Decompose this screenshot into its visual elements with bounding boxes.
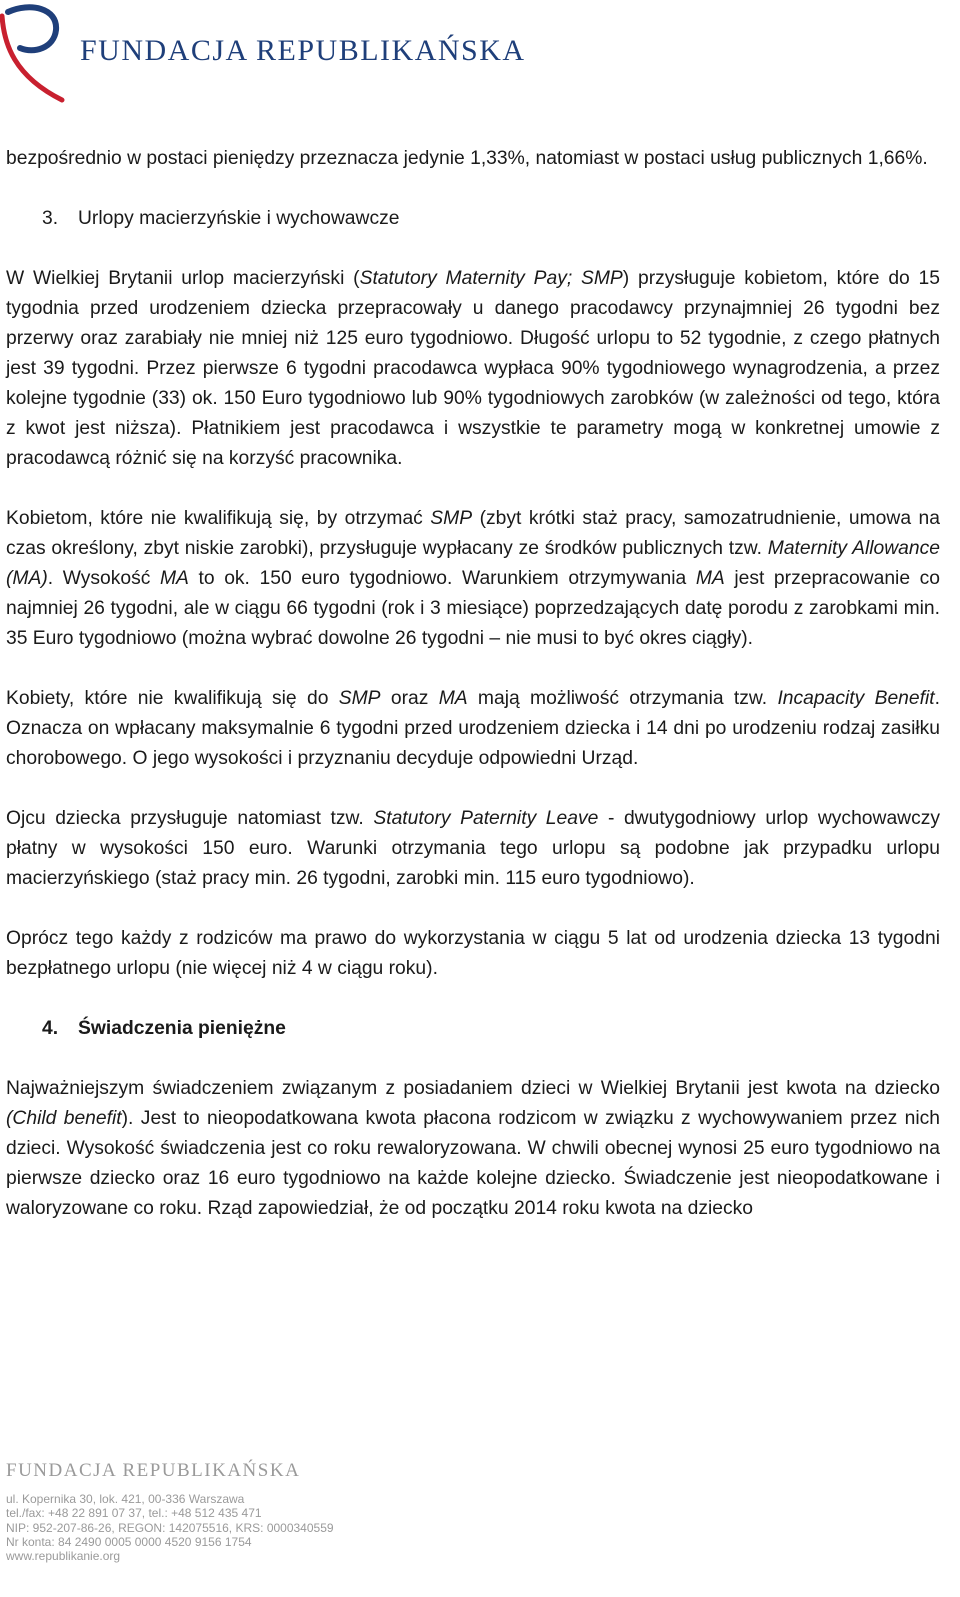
text-run: (zbyt krótki staż pracy, samozatrudnienie, umowa na czas określony, zbyt niskie zarobki), przysługuje wypłacany ze środków publicznych tzw. (6, 508, 940, 559)
text-run: mają możliwość otrzymania tzw. (467, 688, 778, 709)
footer-phone: tel./fax: +48 22 891 07 37, tel.: +48 512 435 471 (6, 1506, 262, 1521)
text-run: . Wysokość (47, 568, 160, 589)
italic-term: MA (695, 568, 725, 589)
section-number: 4. (42, 1018, 59, 1039)
paragraph-maternity-allowance (6, 504, 940, 654)
section-title: Świadczenia pieniężne (78, 1018, 286, 1039)
text-run: . Oznacza on wpłacany maksymalnie 6 tygodni przed urodzeniem dziecka i 14 dni po urodzeniu rodzaj zasiłku chorobowego. O jego wysokości i przyznaniu decyduje odpowiedni Urząd. (6, 688, 940, 769)
section-heading-3 (6, 204, 940, 234)
paragraph-incapacity-benefit (6, 684, 940, 774)
text-run: jest przepracowanie co najmniej 26 tygodni, ale w ciągu 66 tygodni (rok i 3 miesiące) poprzedzających datę porodu z zarobkami min. 35 Euro tygodniowo (można wybrać dowolne 26 tygodni – nie musi to być okres ciągły). (6, 568, 941, 649)
paragraph-unpaid-leave: Oprócz tego każdy z rodziców ma prawo do wykorzystania w ciągu 5 lat od urodzenia dziecka 13 tygodni bezpłatnego urlopu (nie więcej niż 4 w ciągu roku). (6, 928, 940, 979)
brand-name: FUNDACJA REPUBLIKAŃSKA (80, 34, 526, 67)
text-run: Ojcu dziecka przysługuje natomiast tzw. (6, 808, 374, 829)
fundacja-logo-icon (0, 4, 76, 104)
section-heading-4 (6, 1014, 940, 1044)
paragraph-child-benefit (6, 1074, 940, 1224)
italic-term: (Child benefit (6, 1108, 122, 1129)
footer-address: ul. Kopernika 30, lok. 421, 00-336 Warszawa (6, 1492, 245, 1506)
footer-contact (6, 1492, 606, 1563)
text-run: Kobietom, które nie kwalifikują się, by otrzymać (6, 508, 431, 529)
text-run: ) przysługuje kobietom, które do 15 tygodnia przed urodzeniem dziecka przepracowały u danego pracodawcy przynajmniej 26 tygodni bez przerwy oraz zarabiały nie mniej niż 125 euro tygodniowo. Długość urlopu to 52 tygodnie, z czego płatnych jest 39 tygodni. Przez pierwsze 6 tygodni pracodawca wypłaca 90% tygodniowego wynagrodzenia, a przez kolejne tygodnie (33) ok. 150 Euro tygodniowo lub 90% tygodniowych zarobków (w zależności od tego, która z kwot jest niższa). Płatnikiem jest pracodawca i wszystkie te parametry mogą w konkretnej umowie z pracodawcą różnić się na korzyść pracownika. (6, 268, 941, 469)
text-run: ). Jest to nieopodatkowana kwota płacona rodzicom w związku z wychowywaniem przez nich dzieci. Wysokość świadczenia jest co roku rewaloryzowana. W chwili obecnej wynosi 25 euro tygodniowo na pierwsze dziecko oraz 16 euro tygodniowo na każde kolejne dziecko. Świadczenie jest nieopodatkowane i waloryzowane co roku. Rząd zapowiedział, że od początku 2014 roku kwota na dziecko (6, 1108, 941, 1219)
italic-term: Maternity Allowance (MA) (6, 538, 940, 589)
paragraph-intro: bezpośrednio w postaci pieniędzy przeznacza jedynie 1,33%, natomiast w postaci usług publicznych 1,66%. (6, 148, 928, 169)
italic-term: SMP (430, 508, 473, 529)
section-number: 3. (42, 208, 59, 229)
text-run: Kobiety, które nie kwalifikują się do (6, 688, 339, 709)
italic-term: MA (160, 568, 189, 589)
document-body (6, 144, 940, 1224)
text-run: Najważniejszym świadczeniem związanym z posiadaniem dzieci w Wielkiej Brytanii jest kwota na dziecko (6, 1078, 940, 1099)
section-title: Urlopy macierzyńskie i wychowawcze (78, 208, 400, 229)
text-run: to ok. 150 euro tygodniowo. Warunkiem otrzymywania (188, 568, 696, 589)
footer-bank-account: Nr konta: 84 2490 0005 0000 4520 9156 1754 (6, 1534, 252, 1549)
text-run: W Wielkiej Brytanii urlop macierzyński ( (6, 268, 360, 289)
page-footer (6, 1460, 606, 1563)
italic-term: Incapacity Benefit (777, 688, 935, 709)
italic-term: MA (438, 688, 468, 709)
page-header (0, 0, 960, 110)
footer-brand-name: FUNDACJA REPUBLIKAŃSKA (6, 1460, 301, 1481)
footer-registry: NIP: 952-207-86-26, REGON: 142075516, KRS: 0000340559 (6, 1520, 334, 1535)
paragraph-maternity (6, 264, 940, 474)
italic-term: SMP (338, 688, 381, 709)
text-run: - dwutygodniowy urlop wychowawczy płatny w wysokości 150 euro. Warunki otrzymania tego urlopu są podobne jak przypadku urlopu macierzyńskiego (staż pracy min. 26 tygodni, zarobki min. 115 euro tygodniowo). (6, 808, 941, 889)
footer-website-link[interactable]: www.republikanie.org (6, 1549, 121, 1564)
italic-term: Statutory Maternity Pay; SMP (359, 268, 623, 289)
paragraph-paternity-leave (6, 804, 940, 894)
text-run: oraz (380, 688, 439, 709)
italic-term: Statutory Paternity Leave (373, 808, 599, 829)
